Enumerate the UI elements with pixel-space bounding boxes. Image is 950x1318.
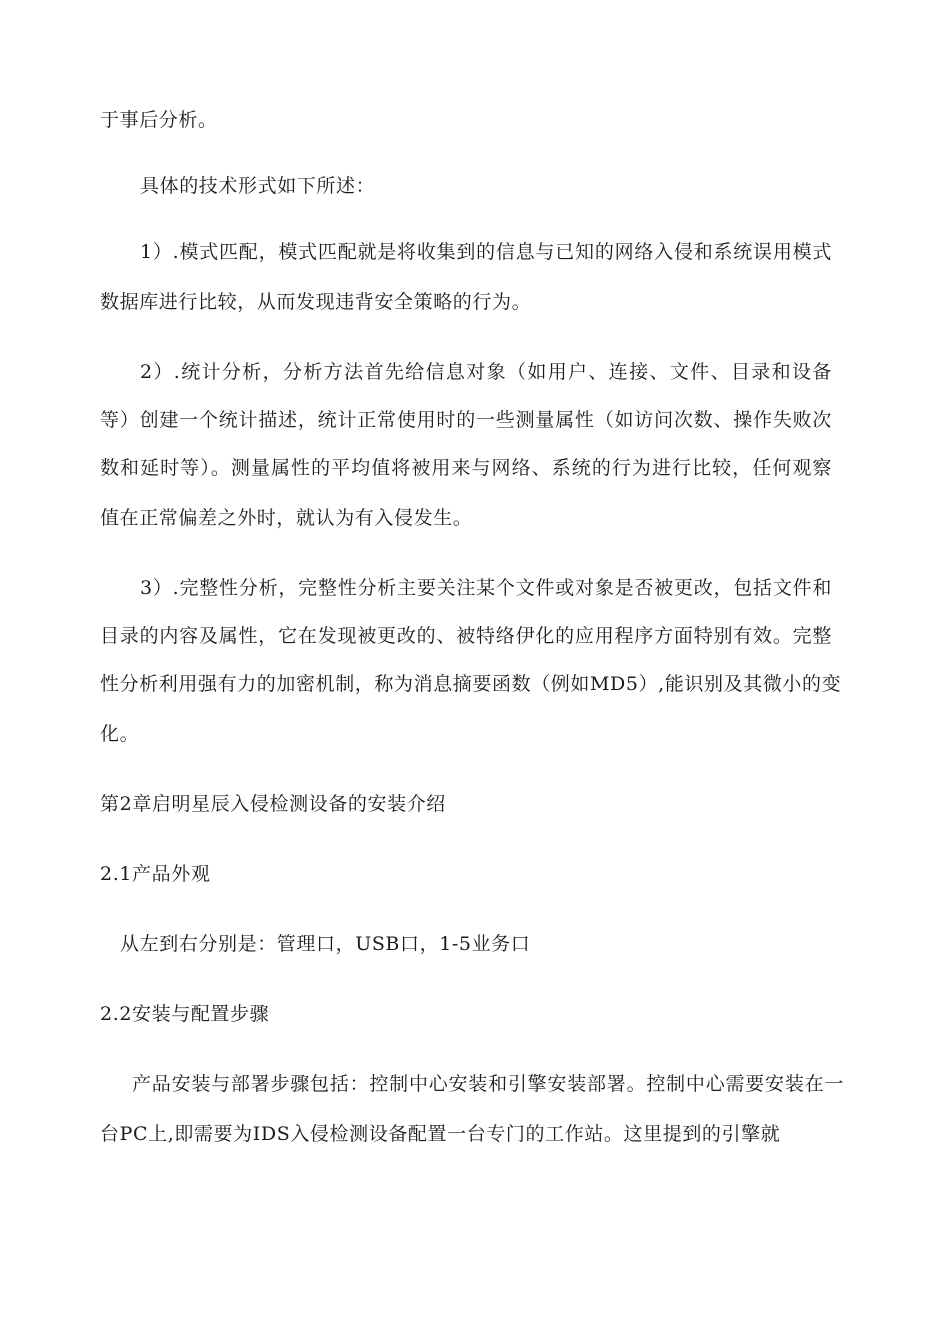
pattern-matching-line-1: 1）.模式匹配，模式匹配就是将收集到的信息与已知的网络入侵和系统误用模式 bbox=[140, 241, 832, 263]
integrity-analysis-line-2: 目录的内容及属性，它在发现被更改的、被特络伊化的应用程序方面特别有效。完整 bbox=[100, 625, 832, 647]
paragraph-continuation: 于事后分析。 bbox=[100, 109, 218, 131]
statistical-analysis-line-4: 值在正常偏差之外时，就认为有入侵发生。 bbox=[100, 507, 473, 529]
ports-description: 从左到右分别是：管理口，USB口，1-5业务口 bbox=[120, 933, 531, 955]
section-2-1-heading: 2.1产品外观 bbox=[100, 863, 211, 885]
chapter-2-heading: 第2章启明星辰入侵检测设备的安装介绍 bbox=[100, 793, 446, 815]
statistical-analysis-line-2: 等）创建一个统计描述，统计正常使用时的一些测量属性（如访问次数、操作失败次 bbox=[100, 409, 832, 431]
integrity-analysis-line-1: 3）.完整性分析，完整性分析主要关注某个文件或对象是否被更改，包括文件和 bbox=[140, 577, 832, 599]
integrity-analysis-line-3: 性分析利用强有力的加密机制，称为消息摘要函数（例如MD5）,能识别及其微小的变 bbox=[100, 673, 842, 695]
pattern-matching-line-2: 数据库进行比较，从而发现违背安全策略的行为。 bbox=[100, 291, 532, 313]
install-steps-line-2: 台PC上,即需要为IDS入侵检测设备配置一台专门的工作站。这里提到的引擎就 bbox=[100, 1123, 781, 1145]
statistical-analysis-line-1: 2）.统计分析，分析方法首先给信息对象（如用户、连接、文件、目录和设备 bbox=[140, 361, 832, 383]
section-2-2-heading: 2.2安装与配置步骤 bbox=[100, 1003, 270, 1025]
paragraph-technique-intro: 具体的技术形式如下所述： bbox=[140, 175, 376, 197]
statistical-analysis-line-3: 数和延时等）。测量属性的平均值将被用来与网络、系统的行为进行比较，任何观察 bbox=[100, 457, 832, 479]
install-steps-line-1: 产品安装与部署步骤包括：控制中心安装和引擎安装部署。控制中心需要安装在一 bbox=[132, 1073, 844, 1095]
integrity-analysis-line-4: 化。 bbox=[100, 723, 140, 745]
